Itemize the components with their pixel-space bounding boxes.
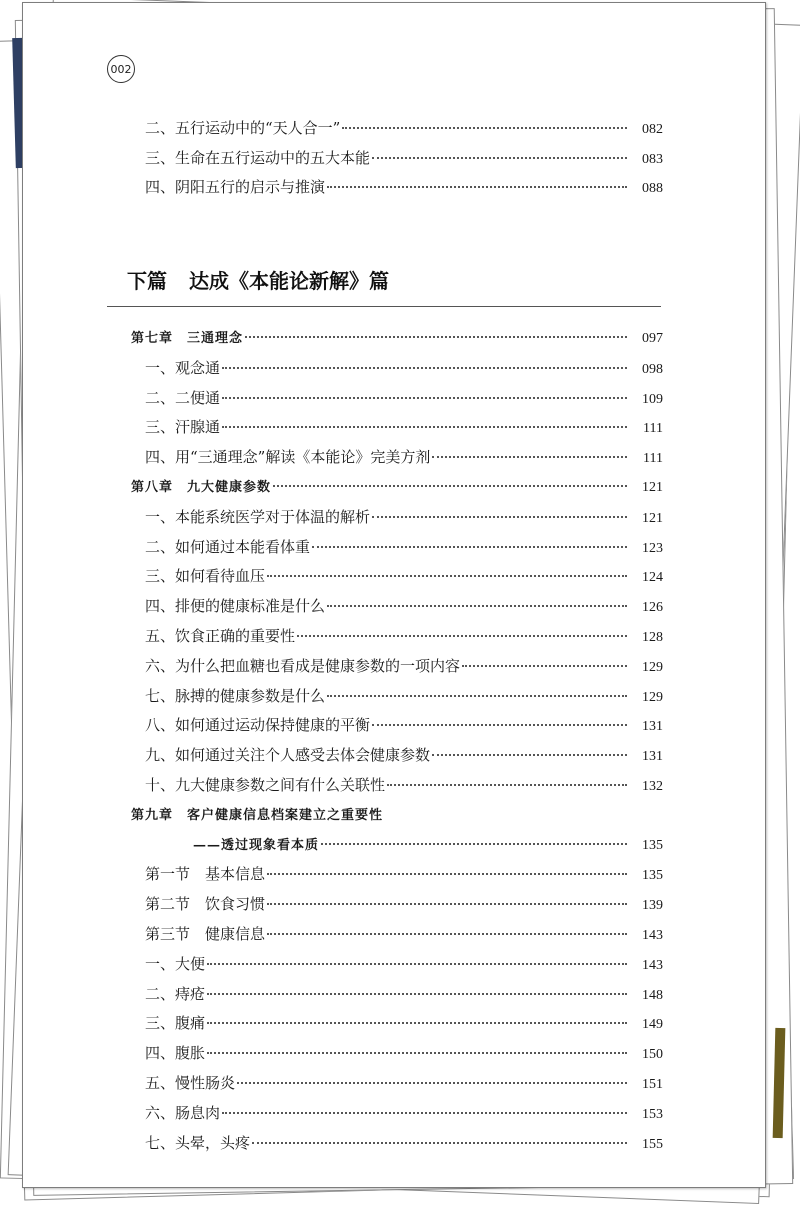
toc-entry-page: 155: [642, 1136, 663, 1152]
toc-entry[interactable]: [123, 744, 663, 768]
toc-entry[interactable]: [123, 983, 663, 1007]
toc-entry-page: 148: [642, 987, 663, 1003]
toc-entry-page: 135: [642, 837, 663, 853]
toc-entry-page: 150: [642, 1047, 663, 1063]
toc-entry-label: 七、头晕，头疼: [145, 1133, 251, 1152]
toc-entry-label: 第九章 客户健康信息档案建立之重要性: [131, 807, 384, 823]
toc-entry-page: 149: [642, 1017, 663, 1033]
toc-entry[interactable]: [123, 774, 663, 798]
toc-entry-label: 二、五行运动中的“天人合一”: [145, 119, 341, 137]
toc-entry-label: 第一节 基本信息: [145, 865, 266, 884]
toc-entry-page: 139: [642, 898, 663, 914]
toc-chapter-entry[interactable]: [123, 804, 663, 828]
part-title: 达成《本能论新解》篇: [189, 269, 389, 293]
toc-entry-label: 三、生命在五行运动中的五大本能: [145, 148, 371, 167]
page-number: 002: [107, 55, 135, 83]
dot-leader: [267, 932, 627, 935]
toc-entry-label: ——透过现象看本质: [193, 837, 320, 853]
toc-entry-page: 151: [642, 1077, 663, 1092]
toc-entry-label: 五、慢性肠炎: [145, 1074, 236, 1092]
toc-entry[interactable]: [123, 357, 663, 381]
dot-leader: [267, 574, 627, 577]
toc-entry-label: 一、观念通: [145, 358, 221, 377]
toc-entry-label: 六、肠息肉: [145, 1103, 221, 1122]
toc-entry-page: 153: [642, 1106, 663, 1122]
toc-page: [22, 2, 766, 1188]
dot-leader: [207, 1021, 627, 1024]
dot-leader: [297, 634, 627, 637]
toc-entry[interactable]: [123, 117, 663, 141]
toc-entry-page: 088: [642, 181, 663, 196]
dot-leader: [372, 723, 627, 726]
toc-entry-label: 十、九大健康参数之间有什么关联性: [145, 776, 386, 794]
toc-entry-page: 128: [642, 630, 663, 645]
toc-entry-label: 九、如何通过关注个人感受去体会健康参数: [145, 746, 431, 765]
toc-entry[interactable]: [123, 685, 663, 709]
toc-entry[interactable]: [123, 176, 663, 200]
toc-entry-page: 082: [642, 122, 663, 137]
dot-leader: [222, 396, 627, 399]
toc-entry[interactable]: [123, 446, 663, 470]
dot-leader: [222, 366, 627, 369]
toc-entry-label: 四、阴阳五行的启示与推演: [145, 178, 326, 196]
toc-entry[interactable]: [123, 1072, 663, 1096]
toc-entry[interactable]: [123, 387, 663, 411]
toc-entry-label: 四、排便的健康标准是什么: [145, 597, 326, 616]
dot-leader: [237, 1081, 627, 1084]
toc-entry-label: 三、汗腺通: [145, 418, 221, 437]
divider: [107, 306, 661, 307]
toc-entry-label: 二、如何通过本能看体重: [145, 537, 311, 556]
dot-leader: [432, 455, 627, 458]
toc-entry-label: 五、饮食正确的重要性: [145, 627, 296, 645]
toc-entry-label: 一、大便: [145, 954, 206, 973]
toc-entry-page: 111: [643, 451, 663, 467]
toc-entry-label: 四、用“三通理念”解读《本能论》完美方剂: [145, 448, 431, 467]
toc-chapter-entry[interactable]: [123, 834, 663, 858]
toc-entry-label: 一、本能系统医学对于体温的解析: [145, 507, 371, 526]
toc-entry-page: 135: [642, 868, 663, 884]
toc-chapter-entry[interactable]: [123, 327, 663, 351]
toc-entry-label: 第七章 三通理念: [131, 331, 244, 346]
toc-entry[interactable]: [123, 863, 663, 887]
toc-entry-page: 129: [642, 659, 663, 675]
toc-entry-label: 六、为什么把血糖也看成是健康参数的一项内容: [145, 656, 461, 675]
toc-entry-label: 第二节 饮食习惯: [145, 895, 266, 914]
dot-leader: [321, 842, 627, 845]
toc-entry[interactable]: [123, 714, 663, 738]
toc-entry-label: 三、如何看待血压: [145, 567, 266, 586]
toc-entry-page: 123: [642, 540, 663, 556]
toc-entry-label: 二、痔疮: [145, 984, 206, 1003]
dot-leader: [207, 1051, 627, 1054]
toc-entry-page: 097: [642, 331, 663, 346]
dot-leader: [385, 814, 627, 815]
toc-chapter-entry[interactable]: [123, 476, 663, 500]
toc-entry[interactable]: [123, 1042, 663, 1066]
toc-entry-page: 131: [642, 749, 663, 765]
part-prefix: 下篇: [127, 269, 167, 293]
toc-entry[interactable]: [123, 565, 663, 589]
toc-entry-label: 第三节 健康信息: [145, 925, 266, 943]
dot-leader: [387, 783, 627, 786]
toc-entry[interactable]: [123, 625, 663, 649]
dot-leader: [327, 604, 627, 607]
dot-leader: [207, 992, 627, 995]
toc-entry[interactable]: [123, 595, 663, 619]
toc-entry-page: 098: [642, 361, 663, 377]
dot-leader: [207, 962, 627, 965]
part-heading: [127, 265, 389, 294]
dot-leader: [312, 545, 627, 548]
toc-entry-page: 111: [643, 421, 663, 437]
toc-entry-page: 083: [642, 151, 663, 167]
toc-entry-label: 八、如何通过运动保持健康的平衡: [145, 716, 371, 735]
dot-leader: [372, 515, 627, 518]
toc-entry[interactable]: [123, 147, 663, 171]
toc-entry-page: 143: [642, 957, 663, 973]
toc-entry[interactable]: [123, 953, 663, 977]
toc-entry-page: 143: [642, 928, 663, 943]
dot-leader: [342, 126, 627, 129]
toc-entry[interactable]: [123, 1012, 663, 1036]
toc-entry-page: 132: [642, 779, 663, 794]
toc-entry-page: 129: [642, 689, 663, 705]
dot-leader: [267, 872, 627, 875]
dot-leader: [327, 694, 627, 697]
dot-leader: [222, 425, 627, 428]
dot-leader: [432, 753, 627, 756]
dot-leader: [327, 185, 627, 188]
toc-entry[interactable]: [123, 536, 663, 560]
toc-entry[interactable]: [123, 1102, 663, 1126]
toc-entry-label: 四、腹胀: [145, 1044, 206, 1063]
dot-leader: [462, 664, 627, 667]
toc-entry-label: 二、二便通: [145, 388, 221, 407]
toc-entry-label: 三、腹痛: [145, 1014, 206, 1033]
dot-leader: [267, 902, 627, 905]
toc-entry[interactable]: [123, 893, 663, 917]
toc-entry-page: 131: [642, 719, 663, 735]
dot-leader: [245, 335, 627, 338]
toc-entry-page: 121: [642, 510, 663, 526]
dot-leader: [222, 1111, 627, 1114]
toc-entry[interactable]: [123, 655, 663, 679]
toc-entry-page: 109: [642, 391, 663, 407]
toc-entry-page: 126: [642, 600, 663, 616]
toc-entry[interactable]: [123, 416, 663, 440]
toc-entry-label: 七、脉搏的健康参数是什么: [145, 686, 326, 705]
dot-leader: [252, 1141, 627, 1144]
dot-leader: [273, 484, 627, 487]
toc-entry-label: 第八章 九大健康参数: [131, 480, 272, 495]
toc-entry[interactable]: [123, 506, 663, 530]
dot-leader: [372, 156, 627, 159]
toc-entry[interactable]: [123, 1132, 663, 1156]
toc-entry[interactable]: [123, 923, 663, 947]
toc-entry-page: 124: [642, 570, 663, 586]
toc-entry-page: 121: [642, 480, 663, 495]
